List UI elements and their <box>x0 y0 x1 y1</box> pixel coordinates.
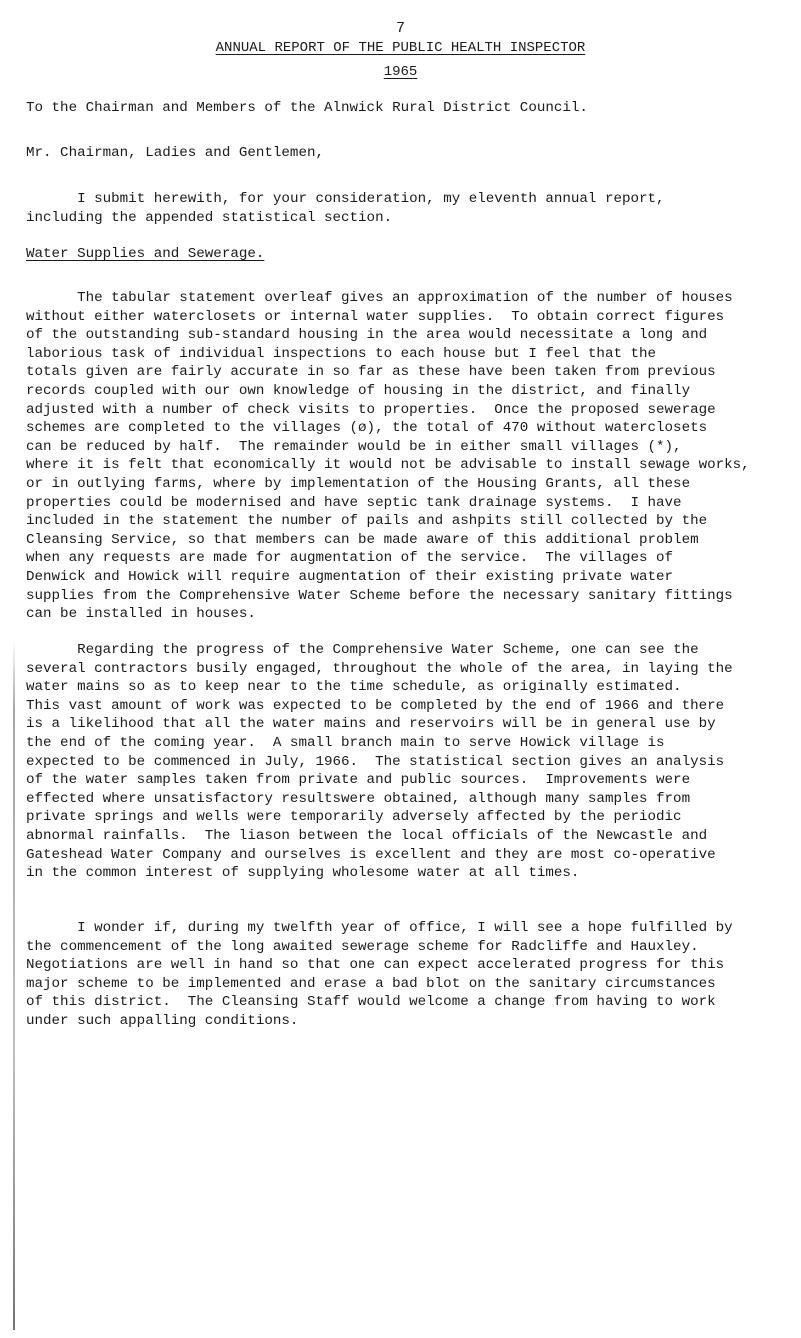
intro-paragraph: I submit herewith, for your consideration, my eleventh annual report, including the appended statistical section. <box>26 191 665 226</box>
salutation-line: Mr. Chairman, Ladies and Gentlemen, <box>26 145 324 161</box>
report-year <box>0 64 801 80</box>
paragraph-water-scheme: Regarding the progress of the Comprehensive Water Scheme, one can see the several contractors busily engaged, throughout the whole of the area, in laying the water mains so as to keep near to the time schedule, as originally estimated. This vast amount of work was expected to be completed by the end of 1966 and there is a likelihood that all the water mains and reservoirs will be in general use by the end of the coming year. A small branch main to serve Howick village is expected to be commenced in July, 1966. The statistical section gives an analysis of the water samples taken from private and public sources. Improvements were effected where unsatisfactory resultswere obtained, although many samples from private springs and wells were temporarily adversely affected by the periodic abnormal rainfalls. The liason between the local officials of the Newcastle and Gateshead Water Company and ourselves is excellent and they are most co-operative in the common interest of supplying wholesome water at all times. <box>26 642 733 882</box>
paragraph-sewerage-hope: I wonder if, during my twelfth year of office, I will see a hope fulfilled by the commencement of the long awaited sewerage scheme for Radcliffe and Hauxley. Negotiations are well in hand so that one can expect accelerated progress for this major scheme to be implemented and erase a bad blot on the sanitary circumstances of this district. The Cleansing Staff would welcome a change from having to work under such appalling conditions. <box>26 920 733 1029</box>
addressee-line: To the Chairman and Members of the Alnwick Rural District Council. <box>26 100 588 116</box>
report-title-text: ANNUAL REPORT OF THE PUBLIC HEALTH INSPECTOR <box>215 40 586 56</box>
report-year-text: 1965 <box>383 64 418 80</box>
paragraph-housing: The tabular statement overleaf gives an approximation of the number of houses without either waterclosets or internal water supplies. To obtain correct figures of the outstanding sub-standard housing in the area would necessitate a long and laborious task of individual inspections to each house but I feel that the totals given are fairly accurate in so far as these have been taken from previous records coupled with our own knowledge of housing in the district, and finally adjusted with a number of check visits to properties. Once the proposed sewerage schemes are completed to the villages (ø), the total of 470 without waterclosets can be reduced by half. The remainder would be in either small villages (*), where it is felt that economically it would not be advisable to install sewage works, or in outlying farms, where by implementation of the Housing Grants, all these properties could be modernised and have septic tank drainage systems. I have included in the statement the number of pails and ashpits still collected by the Cleansing Service, so that members can be made aware of this additional problem when any requests are made for augmentation of the service. The villages of Denwick and Howick will require augmentation of their existing private water supplies from the Comprehensive Water Scheme before the necessary sanitary fittings can be installed in houses. <box>26 290 750 623</box>
report-title <box>0 40 801 56</box>
scan-margin-shadow <box>13 640 15 1330</box>
section-heading: Water Supplies and Sewerage. <box>26 246 265 262</box>
page-number: 7 <box>395 20 405 37</box>
